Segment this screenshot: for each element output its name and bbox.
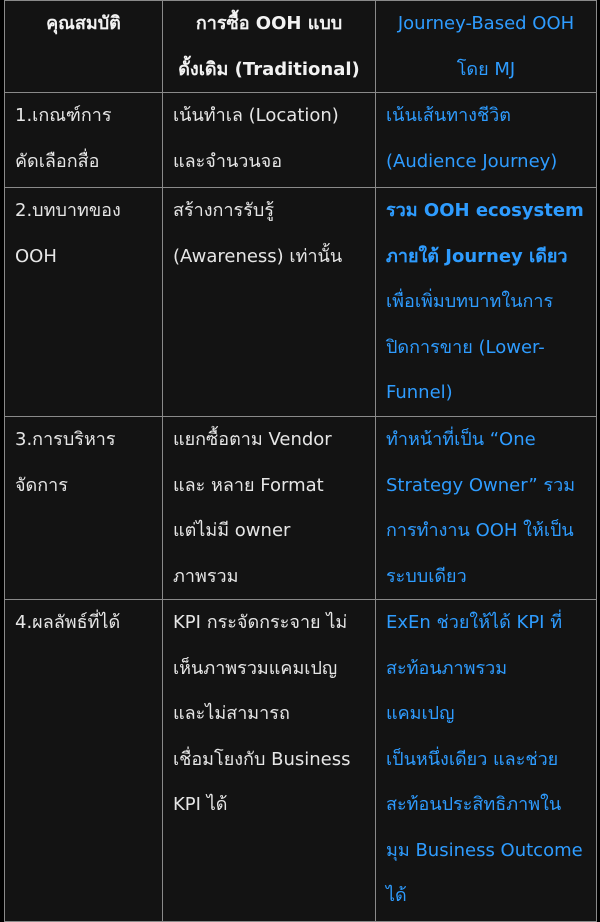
table-header-row (5, 1, 597, 93)
comparison-table (4, 0, 597, 922)
cell-line: ได้ (386, 885, 407, 906)
header-journey (376, 1, 597, 93)
journey-cell (376, 600, 597, 922)
cell-line: แคมเปญ (386, 703, 455, 724)
header-journey-line: โดย MJ (456, 58, 516, 80)
cell-line: การทำงาน OOH ให้เป็น (386, 520, 574, 541)
cell-line: และจำนวนจอ (173, 150, 283, 172)
table-row (5, 417, 597, 600)
cell-line: 1.เกณฑ์การ (15, 105, 112, 126)
cell-line: ทำหน้าที่เป็น “One (386, 429, 536, 450)
cell-line: จัดการ (15, 474, 68, 496)
traditional-cell (163, 188, 376, 417)
attribute-cell (5, 600, 163, 922)
table-row (5, 600, 597, 922)
cell-line: และไม่สามารถ (173, 703, 290, 724)
cell-line: (Audience Journey) (386, 150, 558, 172)
journey-cell (376, 417, 597, 600)
cell-line: แต่ไม่มี owner (173, 520, 291, 541)
cell-line: คัดเลือกสื่อ (15, 150, 100, 172)
cell-line: สะท้อนภาพรวม (386, 657, 508, 679)
cell-line: ภายใต้ Journey เดียว (386, 245, 568, 267)
header-traditional (163, 1, 376, 93)
cell-line: เพื่อเพิ่มบทบาทในการ (386, 291, 554, 312)
cell-line: (Awareness) เท่านั้น (173, 245, 343, 267)
header-attribute-line: คุณสมบัติ (46, 13, 121, 34)
cell-line: KPI กระจัดกระจาย ไม่ (173, 612, 348, 633)
header-journey-line: Journey-Based OOH (397, 13, 575, 34)
attribute-cell (5, 417, 163, 600)
table-row (5, 93, 597, 188)
traditional-cell (163, 600, 376, 922)
journey-cell (376, 93, 597, 188)
cell-line: Funnel) (386, 382, 453, 403)
cell-line: 3.การบริหาร (15, 429, 116, 450)
attribute-cell (5, 188, 163, 417)
cell-line: OOH (15, 245, 57, 267)
header-traditional-line: ดั้งเดิม (Traditional) (178, 58, 360, 80)
traditional-cell (163, 93, 376, 188)
cell-line: KPI ได้ (173, 794, 228, 815)
cell-line: และ หลาย Format (173, 474, 324, 496)
header-attribute (5, 1, 163, 93)
cell-line: สะท้อนประสิทธิภาพใน (386, 794, 562, 815)
cell-line: แยกซื้อตาม Vendor (173, 429, 332, 450)
table-row (5, 188, 597, 417)
cell-line: 4.ผลลัพธ์ที่ได้ (15, 612, 121, 633)
cell-line: เห็นภาพรวมแคมเปญ (173, 657, 338, 679)
journey-cell (376, 188, 597, 417)
cell-line: 2.บทบาทของ (15, 200, 121, 221)
cell-line: ExEn ช่วยให้ได้ KPI ที่ (386, 612, 563, 633)
cell-line: มุม Business Outcome (386, 839, 583, 861)
cell-line: สร้างการรับรู้ (173, 200, 274, 221)
cell-line: ภาพรวม (173, 565, 239, 587)
attribute-cell (5, 93, 163, 188)
cell-line: เน้นทำเล (Location) (173, 105, 339, 126)
header-traditional-line: การซื้อ OOH แบบ (195, 13, 343, 34)
cell-line: ระบบเดียว (386, 565, 467, 587)
cell-line: เน้นเส้นทางชีวิต (386, 105, 511, 126)
cell-line: Strategy Owner” รวม (386, 474, 576, 496)
cell-line: รวม OOH ecosystem (386, 200, 584, 221)
cell-line: เป็นหนึ่งเดียว และช่วย (386, 748, 559, 770)
cell-line: ปิดการขาย (Lower- (386, 336, 545, 358)
cell-line: เชื่อมโยงกับ Business (173, 748, 351, 770)
traditional-cell (163, 417, 376, 600)
